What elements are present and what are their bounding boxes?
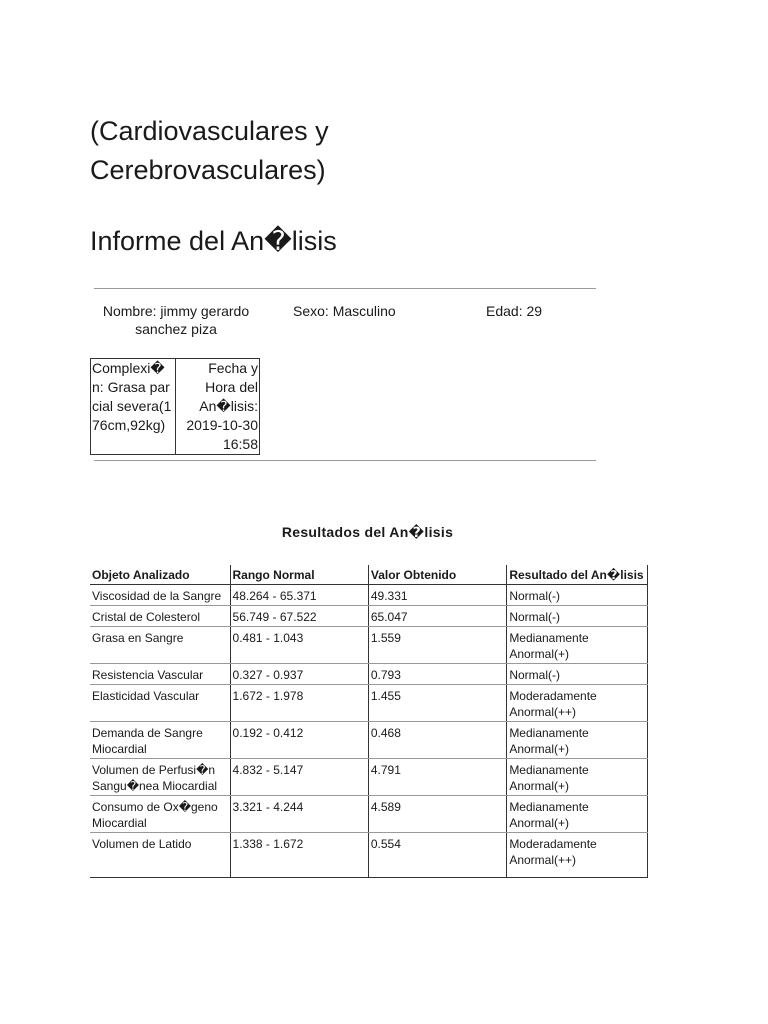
divider-bottom xyxy=(94,460,596,461)
cell-objeto: Volumen de Perfusi�n Sangu�nea Miocardial xyxy=(90,759,230,796)
table-row xyxy=(90,759,648,796)
cell-resultado: Normal(-) xyxy=(507,606,648,627)
results-table xyxy=(90,565,648,878)
table-row xyxy=(90,685,648,722)
results-title: Resultados del An�lisis xyxy=(281,524,454,540)
patient-age: Edad: 29 xyxy=(486,303,543,319)
cell-objeto: Volumen de Latido xyxy=(90,833,230,878)
info-table xyxy=(90,358,260,455)
table-row xyxy=(90,722,648,759)
cell-valor: 1.559 xyxy=(368,627,506,664)
cell-rango: 48.264 - 65.371 xyxy=(230,585,368,606)
cell-resultado: Medianamente Anormal(+) xyxy=(507,627,648,664)
cell-resultado: Normal(-) xyxy=(507,585,648,606)
cell-rango: 0.327 - 0.937 xyxy=(230,664,368,685)
cell-valor: 0.554 xyxy=(368,833,506,878)
header-objeto: Objeto Analizado xyxy=(90,565,230,585)
cell-valor: 65.047 xyxy=(368,606,506,627)
report-title: (Cardiovasculares y Cerebrovasculares) xyxy=(90,116,329,185)
info-row xyxy=(91,359,260,455)
patient-sex: Sexo: Masculino xyxy=(293,303,396,319)
cell-rango: 0.192 - 0.412 xyxy=(230,722,368,759)
divider-top xyxy=(94,288,596,289)
cell-resultado: Medianamente Anormal(+) xyxy=(507,722,648,759)
table-row xyxy=(90,585,648,606)
cell-rango: 1.672 - 1.978 xyxy=(230,685,368,722)
cell-rango: 1.338 - 1.672 xyxy=(230,833,368,878)
cell-valor: 0.793 xyxy=(368,664,506,685)
analysis-datetime-cell: Fecha y Hora del An�lisis: 2019-10-30 16:58 xyxy=(176,359,260,455)
cell-objeto: Cristal de Colesterol xyxy=(90,606,230,627)
cell-valor: 1.455 xyxy=(368,685,506,722)
patient-name: Nombre: jimmy gerardo sanchez piza xyxy=(102,303,250,337)
cell-rango: 56.749 - 67.522 xyxy=(230,606,368,627)
cell-objeto: Grasa en Sangre xyxy=(90,627,230,664)
header-valor: Valor Obtenido xyxy=(368,565,506,585)
cell-resultado: Medianamente Anormal(+) xyxy=(507,796,648,833)
table-row xyxy=(90,627,648,664)
table-row xyxy=(90,833,648,878)
cell-objeto: Elasticidad Vascular xyxy=(90,685,230,722)
cell-rango: 3.321 - 4.244 xyxy=(230,796,368,833)
cell-rango: 4.832 - 5.147 xyxy=(230,759,368,796)
cell-objeto: Demanda de Sangre Miocardial xyxy=(90,722,230,759)
cell-objeto: Resistencia Vascular xyxy=(90,664,230,685)
cell-resultado: Moderadamente Anormal(++) xyxy=(507,685,648,722)
cell-valor: 4.589 xyxy=(368,796,506,833)
cell-valor: 49.331 xyxy=(368,585,506,606)
cell-rango: 0.481 - 1.043 xyxy=(230,627,368,664)
table-row xyxy=(90,606,648,627)
cell-resultado: Moderadamente Anormal(++) xyxy=(507,833,648,878)
report-subtitle: Informe del An�lisis xyxy=(90,226,337,256)
header-resultado: Resultado del An�lisis xyxy=(507,565,648,585)
cell-resultado: Normal(-) xyxy=(507,664,648,685)
cell-resultado: Medianamente Anormal(+) xyxy=(507,759,648,796)
cell-objeto: Consumo de Ox�geno Miocardial xyxy=(90,796,230,833)
table-row xyxy=(90,664,648,685)
header-rango: Rango Normal xyxy=(230,565,368,585)
cell-objeto: Viscosidad de la Sangre xyxy=(90,585,230,606)
complexion-cell: Complexi�n: Grasa parcial severa(176cm,92kg) xyxy=(91,359,176,455)
results-header-row xyxy=(90,565,648,585)
cell-valor: 4.791 xyxy=(368,759,506,796)
cell-valor: 0.468 xyxy=(368,722,506,759)
table-row xyxy=(90,796,648,833)
